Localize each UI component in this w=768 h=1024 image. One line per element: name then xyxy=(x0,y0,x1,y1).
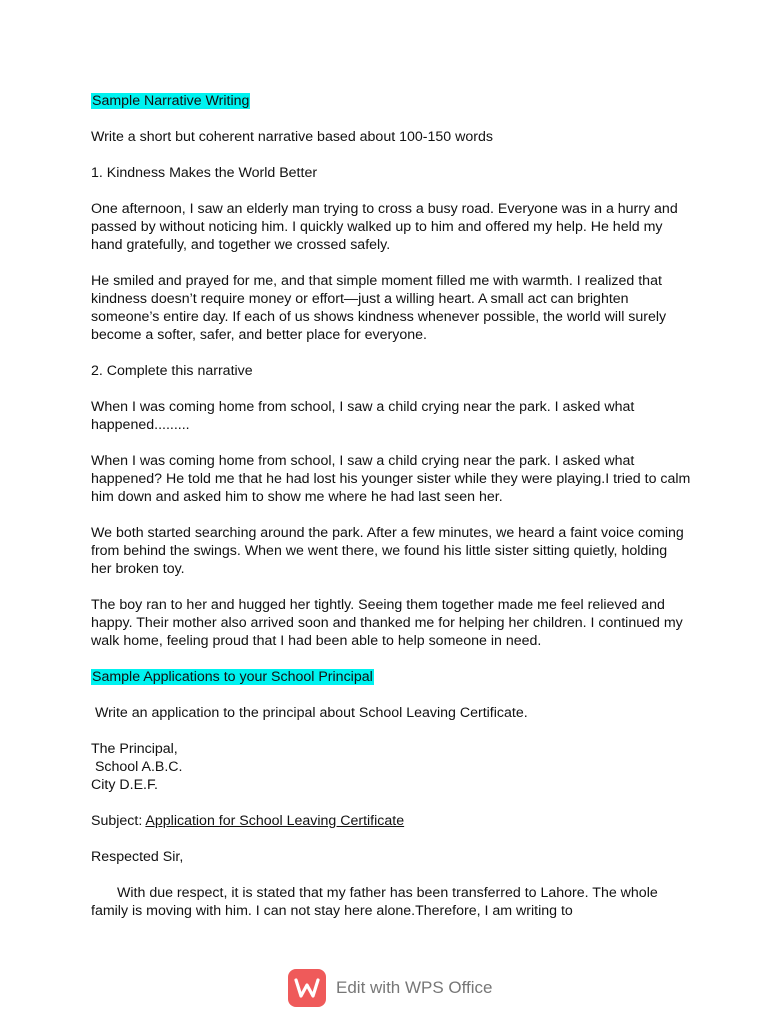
document-page xyxy=(91,92,691,920)
question-1-paragraph-2: He smiled and prayed for me, and that simple moment filled me with warmth. I realized that kindness doesn’t require money or effort—just a willing heart. A small act can brighten someone’s entire day. If each of us shows kindness whenever possible, the world will surely become a softer, safer, and better place for everyone. xyxy=(91,273,667,343)
address-line-3: City D.E.F. xyxy=(91,777,159,793)
wps-edit-banner[interactable] xyxy=(288,968,493,1008)
wps-w-glyph xyxy=(294,977,320,999)
question-2-paragraph-2: We both started searching around the park. After a few minutes, we heard a faint voice coming from behind the swings. When we went there, we found his little sister sitting quietly, holding her broken toy. xyxy=(91,525,684,577)
wps-office-logo-icon xyxy=(288,969,326,1007)
question-2-paragraph-1: When I was coming home from school, I saw a child crying near the park. I asked what happened? He told me that he had lost his younger sister while they were playing.I tried to calm him down and asked him to show me where he had last seen her. xyxy=(91,453,691,505)
edit-with-wps-label[interactable]: Edit with WPS Office xyxy=(336,978,493,997)
application-body: With due respect, it is stated that my father has been transferred to Lahore. The whole family is moving with him. I can not stay here alone.Therefore, I am writing to xyxy=(91,885,658,919)
address-line-2: School A.B.C. xyxy=(91,759,183,775)
question-1-paragraph-1: One afternoon, I saw an elderly man trying to cross a busy road. Everyone was in a hurry and passed by without noticing him. I quickly walked up to him and offered my help. He held my hand gratefully, and together we crossed safely. xyxy=(91,201,678,253)
subject-text: Application for School Leaving Certificate xyxy=(145,813,405,829)
application-instruction: Write an application to the principal about School Leaving Certificate. xyxy=(91,705,528,721)
subject-label: Subject: xyxy=(91,813,146,829)
application-heading xyxy=(91,668,691,686)
subject-line xyxy=(91,812,691,830)
narrative-instruction: Write a short but coherent narrative based about 100-150 words xyxy=(91,129,493,145)
question-2-prompt: When I was coming home from school, I saw a child crying near the park. I asked what happened......... xyxy=(91,399,635,433)
narrative-heading xyxy=(91,92,691,110)
question-1-title: 1. Kindness Makes the World Better xyxy=(91,165,318,181)
question-2-paragraph-3: The boy ran to her and hugged her tightly. Seeing them together made me feel relieved and happy. Their mother also arrived soon and thanked me for helping her children. I continued my walk home, feeling proud that I had been able to help someone in need. xyxy=(91,597,683,649)
salutation: Respected Sir, xyxy=(91,849,184,865)
application-heading-text: Sample Applications to your School Principal xyxy=(92,669,373,685)
question-2-title: 2. Complete this narrative xyxy=(91,363,253,379)
address-line-1: The Principal, xyxy=(91,741,178,757)
narrative-heading-text: Sample Narrative Writing xyxy=(92,93,250,109)
